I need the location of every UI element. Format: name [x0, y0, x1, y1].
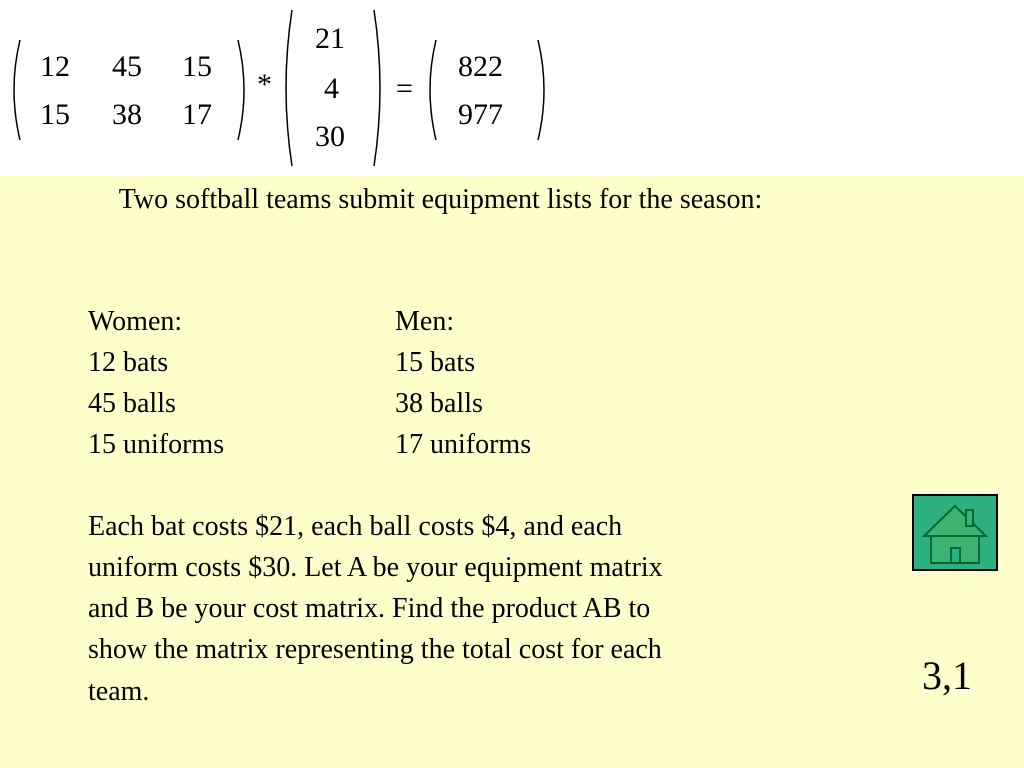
equals-sign: = — [396, 72, 413, 105]
matrix-a-right-paren — [236, 38, 252, 142]
paragraph-line: team. — [88, 675, 150, 707]
matrix-a-cell: 15 — [182, 50, 212, 83]
matrix-b-cell: 30 — [315, 120, 345, 153]
slide-number: 3,1 — [922, 653, 972, 698]
result-cell: 822 — [458, 50, 503, 83]
matrix-b-left-paren — [278, 8, 294, 168]
matrix-a-cell: 38 — [112, 98, 142, 131]
men-item: 17 uniforms — [395, 429, 532, 460]
problem-intro: Two softball teams submit equipment lists for the season: — [118, 184, 763, 215]
paragraph-line: and B be your cost matrix. Find the product AB to — [88, 593, 651, 625]
women-heading: Women: — [88, 306, 183, 337]
matrix-a-left-paren — [6, 38, 22, 142]
men-heading: Men: — [395, 306, 455, 337]
result-right-paren — [536, 38, 552, 142]
men-item: 15 bats — [395, 347, 476, 378]
paragraph-line: show the matrix representing the total cost for each — [88, 634, 662, 666]
men-item: 38 balls — [395, 388, 483, 419]
matrix-a-cell: 12 — [40, 50, 70, 83]
equation-area — [0, 0, 1024, 176]
paragraph-line: Each bat costs $21, each ball costs $4, and each — [88, 511, 623, 542]
result-left-paren — [422, 38, 438, 142]
matrix-b-cell: 21 — [315, 22, 345, 55]
matrix-b-cell: 4 — [324, 72, 339, 105]
matrix-a-cell: 15 — [40, 98, 70, 131]
women-item: 15 uniforms — [88, 429, 225, 460]
home-icon — [914, 496, 996, 569]
matrix-a-cell: 45 — [112, 50, 142, 83]
multiply-sign: * — [257, 68, 272, 101]
problem-paragraph — [88, 506, 803, 712]
home-button[interactable] — [912, 494, 998, 571]
women-item: 12 bats — [88, 347, 169, 378]
paragraph-line: uniform costs $30. Let A be your equipment matrix — [88, 552, 663, 584]
matrix-b-right-paren — [372, 8, 388, 168]
women-item: 45 balls — [88, 388, 176, 419]
matrix-a-cell: 17 — [182, 98, 212, 131]
result-cell: 977 — [458, 98, 503, 131]
